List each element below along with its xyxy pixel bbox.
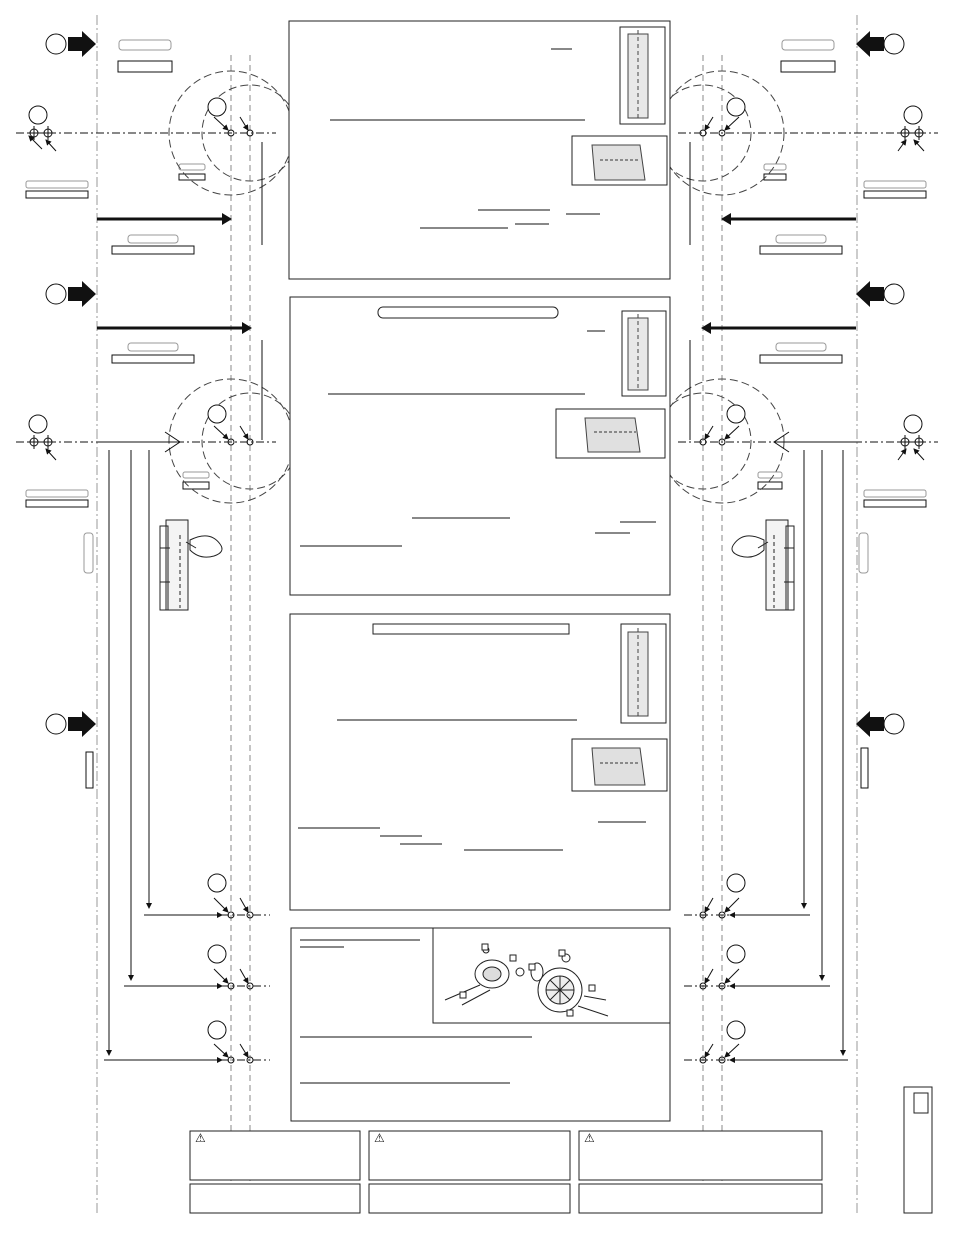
instruction-panel-2 [290,297,670,595]
step-marker-right-3 [856,711,904,737]
label-boxes-left [26,40,209,788]
warning-icon: ⚠ [374,1131,385,1145]
instruction-panel-4 [291,928,670,1121]
warning-boxes [190,1131,822,1213]
label-boxes-right [758,40,926,788]
step-marker-left-1 [46,31,96,57]
marking-hand-illustration-left [160,520,222,610]
step-marker-right-1 [856,31,904,57]
instruction-panel-1 [289,21,670,279]
dimension-lines [97,142,857,1060]
warning-icon: ⚠ [584,1131,595,1145]
instruction-panel-3 [290,614,670,910]
step-marker-left-2 [46,281,96,307]
bore-circles-right [655,71,784,503]
backset-guides-left [231,55,250,1215]
backset-guides-right [703,55,722,1215]
step-marker-right-2 [856,281,904,307]
step-marker-left-3 [46,711,96,737]
form-code-box [904,1087,932,1213]
bore-circles-left [169,71,298,503]
warning-icon: ⚠ [195,1131,206,1145]
marking-hand-illustration-right [732,520,794,610]
